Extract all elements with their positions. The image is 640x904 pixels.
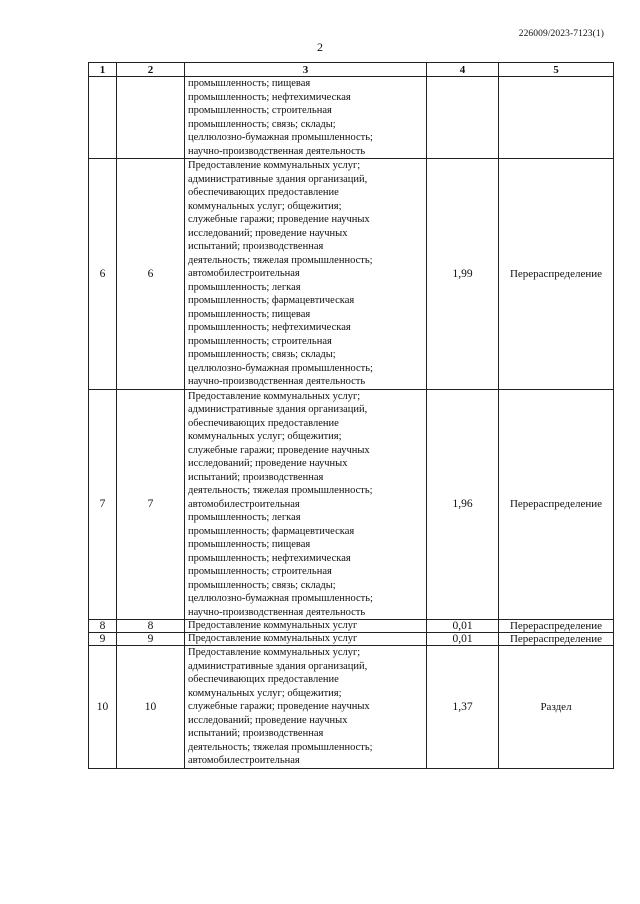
permitted-use-line: промышленность; фармацевтическая <box>188 295 355 306</box>
formation-method-cell <box>499 77 614 159</box>
row-number-cell: 6 <box>89 159 117 390</box>
permitted-use-line: коммунальных услуг; общежития; <box>188 200 342 212</box>
parcel-number-cell: 9 <box>117 633 185 646</box>
permitted-use-line: Предоставление коммунальных услуг; <box>188 647 361 658</box>
permitted-use-line: промышленность; нефтехимическая <box>188 91 351 103</box>
formation-method-cell: Перераспределение <box>499 620 614 633</box>
area-value-cell: 1,99 <box>427 159 499 390</box>
permitted-use-line: деятельность; тяжелая промышленность; <box>188 741 373 753</box>
permitted-use-cell <box>185 389 427 620</box>
permitted-use-line: промышленность; строительная <box>188 566 332 577</box>
permitted-use-line: автомобилестроительная <box>188 755 300 766</box>
header-col-1: 1 <box>89 63 117 77</box>
parcel-number-cell: 7 <box>117 389 185 620</box>
parcel-number-cell <box>117 77 185 159</box>
permitted-use-line: Предоставление коммунальных услуг; <box>188 390 361 402</box>
area-value-cell: 0,01 <box>427 633 499 646</box>
permitted-use-line: обеспечивающих предоставление <box>188 187 339 198</box>
formation-method-cell: Перераспределение <box>499 159 614 390</box>
table-row <box>89 633 614 646</box>
header-col-2: 2 <box>117 63 185 77</box>
permitted-use-line: испытаний; производственная <box>188 471 324 483</box>
table-row <box>89 620 614 633</box>
area-value-cell: 1,37 <box>427 646 499 769</box>
formation-method-cell: Раздел <box>499 646 614 769</box>
permitted-use-line: промышленность; пищевая <box>188 539 311 550</box>
permitted-use-line: обеспечивающих предоставление <box>188 674 339 685</box>
permitted-use-line: коммунальных услуг; общежития; <box>188 431 342 442</box>
permitted-use-line: деятельность; тяжелая промышленность; <box>188 485 373 496</box>
parcel-number-cell: 8 <box>117 620 185 633</box>
page-number: 2 <box>317 40 323 54</box>
permitted-use-line: деятельность; тяжелая промышленность; <box>188 254 373 266</box>
permitted-use-line: промышленность; легкая <box>188 281 301 293</box>
permitted-use-line: промышленность; пищевая <box>188 308 311 320</box>
table-row <box>89 159 614 390</box>
permitted-use-line: Предоставление коммунальных услуг <box>188 620 358 631</box>
row-number-cell: 10 <box>89 646 117 769</box>
permitted-use-line: промышленность; связь; склады; <box>188 118 336 130</box>
permitted-use-line: исследований; проведение научных <box>188 458 348 469</box>
permitted-use-line: научно-производственная деятельность <box>188 606 366 618</box>
permitted-use-line: промышленность; связь; склады; <box>188 579 336 591</box>
permitted-use-cell <box>185 633 427 646</box>
permitted-use-line: административные здания организаций, <box>188 173 368 185</box>
area-value-cell: 0,01 <box>427 620 499 633</box>
permitted-use-line: коммунальных услуг; общежития; <box>188 687 342 699</box>
permitted-use-line: научно-производственная деятельность <box>188 376 366 387</box>
row-number-cell: 7 <box>89 389 117 620</box>
permitted-use-line: промышленность; пищевая <box>188 78 311 89</box>
permitted-use-line: промышленность; связь; склады; <box>188 349 336 360</box>
permitted-use-line: административные здания организаций, <box>188 660 368 672</box>
permitted-use-line: Предоставление коммунальных услуг; <box>188 160 361 171</box>
area-value-cell: 1,96 <box>427 389 499 620</box>
permitted-use-line: промышленность; нефтехимическая <box>188 552 351 564</box>
permitted-use-cell <box>185 77 427 159</box>
formation-method-cell: Перераспределение <box>499 633 614 646</box>
area-value-cell <box>427 77 499 159</box>
header-col-4: 4 <box>427 63 499 77</box>
table-body <box>89 77 614 769</box>
table-row <box>89 77 614 159</box>
header-col-3: 3 <box>185 63 427 77</box>
permitted-use-line: административные здания организаций, <box>188 404 368 415</box>
permitted-use-line: обеспечивающих предоставление <box>188 417 339 429</box>
document-number: 226009/2023-7123(1) <box>518 29 604 39</box>
permitted-use-line: целлюлозно-бумажная промышленность; <box>188 593 373 604</box>
row-number-cell <box>89 77 117 159</box>
parcel-number-cell: 10 <box>117 646 185 769</box>
row-number-cell: 8 <box>89 620 117 633</box>
permitted-use-line: промышленность; нефтехимическая <box>188 322 351 333</box>
table-row <box>89 646 614 769</box>
permitted-use-line: испытаний; производственная <box>188 728 324 739</box>
permitted-use-line: промышленность; строительная <box>188 105 332 116</box>
permitted-use-cell <box>185 620 427 633</box>
permitted-use-line: исследований; проведение научных <box>188 714 348 726</box>
permitted-use-line: служебные гаражи; проведение научных <box>188 444 370 456</box>
permitted-use-line: исследований; проведение научных <box>188 227 348 239</box>
permitted-use-cell <box>185 159 427 390</box>
permitted-use-line: целлюлозно-бумажная промышленность; <box>188 362 373 374</box>
permitted-use-line: служебные гаражи; проведение научных <box>188 701 370 712</box>
table-row <box>89 389 614 620</box>
permitted-use-line: научно-производственная деятельность <box>188 145 366 157</box>
permitted-use-line: служебные гаражи; проведение научных <box>188 214 370 225</box>
permitted-use-line: автомобилестроительная <box>188 268 300 279</box>
parcel-number-cell: 6 <box>117 159 185 390</box>
permitted-use-line: промышленность; фармацевтическая <box>188 525 355 537</box>
allocation-table <box>88 62 614 769</box>
formation-method-cell: Перераспределение <box>499 389 614 620</box>
permitted-use-line: автомобилестроительная <box>188 498 300 510</box>
permitted-use-line: промышленность; легкая <box>188 512 301 523</box>
header-col-5: 5 <box>499 63 614 77</box>
permitted-use-line: Предоставление коммунальных услуг <box>188 633 358 644</box>
permitted-use-line: промышленность; строительная <box>188 335 332 347</box>
header-row <box>89 63 614 77</box>
permitted-use-line: целлюлозно-бумажная промышленность; <box>188 132 373 143</box>
row-number-cell: 9 <box>89 633 117 646</box>
permitted-use-line: испытаний; производственная <box>188 241 324 252</box>
permitted-use-cell <box>185 646 427 769</box>
